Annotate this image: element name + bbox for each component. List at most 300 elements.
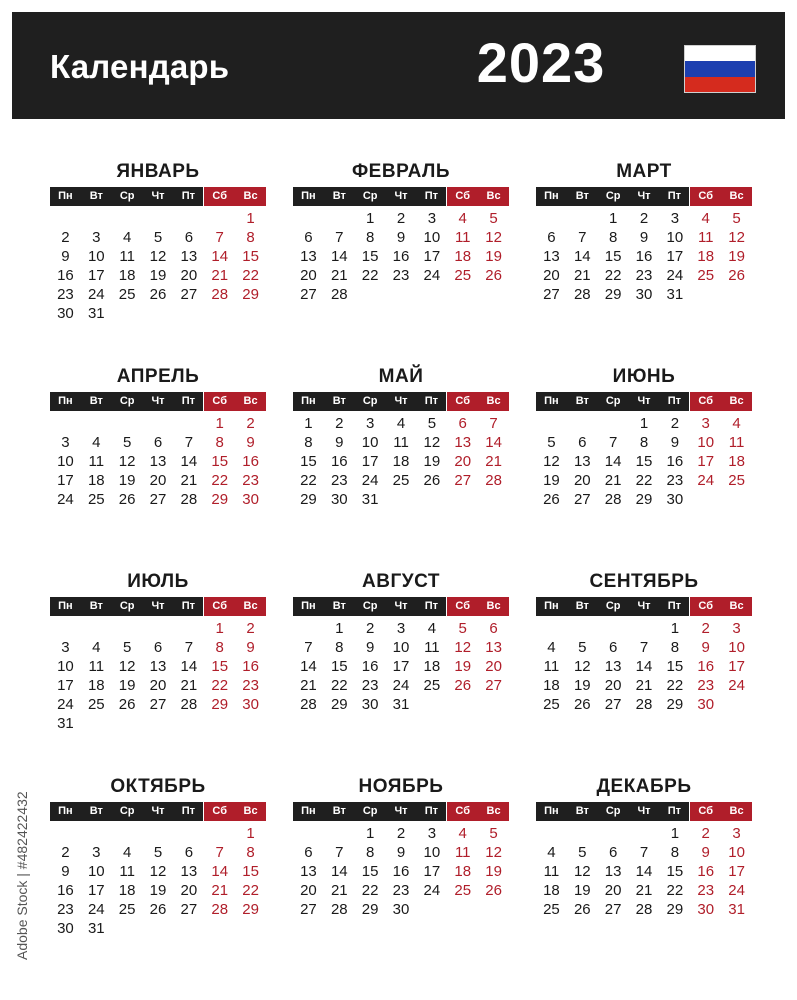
weekday-label: Сб <box>204 597 235 616</box>
month-name: ЯНВАРЬ <box>116 161 200 182</box>
day-number: 17 <box>392 658 410 675</box>
weekend-day: 21 <box>485 453 502 470</box>
day-number: 9 <box>335 434 344 451</box>
month-name: АВГУСТ <box>362 571 440 592</box>
day-number: 24 <box>423 267 441 284</box>
weekday-label: Вс <box>721 392 752 411</box>
day-number: 6 <box>547 229 556 246</box>
day-number: 6 <box>578 434 587 451</box>
weekend-day: 14 <box>485 434 502 451</box>
day-number: 20 <box>300 267 317 284</box>
weekday-label: Чт <box>386 597 417 616</box>
weekday-label: Пн <box>536 597 567 616</box>
month-name: ФЕВРАЛЬ <box>351 161 451 182</box>
day-number: 26 <box>118 696 136 713</box>
day-number: 9 <box>61 248 70 265</box>
weekend-day: 11 <box>454 229 471 246</box>
day-number: 29 <box>300 491 317 508</box>
day-number: 7 <box>335 229 344 246</box>
day-number: 22 <box>361 267 379 284</box>
day-number: 26 <box>573 696 591 713</box>
day-number: 13 <box>300 248 317 265</box>
empty-cell <box>50 209 81 228</box>
day-number: 16 <box>392 863 410 880</box>
month-block <box>50 362 266 509</box>
day-number: 23 <box>392 267 410 284</box>
weekday-header <box>50 802 266 821</box>
weekend-day: 30 <box>697 901 715 918</box>
month-block <box>536 772 752 919</box>
weekday-label: Пн <box>536 802 567 821</box>
day-number: 19 <box>423 453 441 470</box>
day-number: 11 <box>543 658 560 675</box>
weekday-label: Вт <box>81 392 112 411</box>
weekday-label: Ср <box>112 802 143 821</box>
day-number: 8 <box>335 639 344 656</box>
day-number: 20 <box>543 267 560 284</box>
weekday-label: Вт <box>81 187 112 206</box>
day-number: 1 <box>639 415 649 432</box>
day-number: 13 <box>180 863 198 880</box>
day-number: 20 <box>149 472 167 489</box>
day-number: 18 <box>87 472 105 489</box>
day-number: 27 <box>543 286 560 303</box>
weekend-day: 8 <box>215 434 224 451</box>
day-number: 17 <box>57 472 74 489</box>
month-block <box>293 362 509 509</box>
weekend-day: 25 <box>697 267 715 284</box>
day-number: 28 <box>330 286 348 303</box>
weekend-day: 9 <box>701 844 710 861</box>
weekday-label: Сб <box>447 187 478 206</box>
day-number: 17 <box>361 453 379 470</box>
weekend-day: 4 <box>458 210 467 227</box>
day-number: 15 <box>330 658 348 675</box>
day-number: 5 <box>578 639 587 656</box>
day-number: 14 <box>635 658 653 675</box>
weekend-day: 5 <box>458 620 467 637</box>
weekday-label: Чт <box>143 802 174 821</box>
weekend-day: 7 <box>215 844 224 861</box>
weekday-label: Пн <box>50 187 81 206</box>
weekday-label: Пн <box>293 392 324 411</box>
day-number: 19 <box>573 882 591 899</box>
weekday-label: Пт <box>416 597 447 616</box>
day-number: 4 <box>547 844 556 861</box>
day-number: 4 <box>92 434 101 451</box>
empty-cell <box>50 414 81 433</box>
day-number: 6 <box>184 844 194 861</box>
day-number: 25 <box>423 677 441 694</box>
weekday-label: Вс <box>235 392 266 411</box>
day-number: 10 <box>87 248 105 265</box>
weekend-day: 1 <box>246 210 255 227</box>
weekday-label: Пт <box>659 187 690 206</box>
empty-cell <box>324 824 355 843</box>
empty-cell <box>536 824 567 843</box>
day-number: 28 <box>635 696 653 713</box>
weekday-header <box>50 597 266 616</box>
day-number: 12 <box>149 248 167 265</box>
weekend-day: 19 <box>728 248 745 265</box>
weekend-day: 22 <box>242 882 259 899</box>
day-number: 24 <box>57 491 74 508</box>
weekend-day: 29 <box>242 901 259 918</box>
empty-cell <box>173 619 204 638</box>
weekday-label: Пт <box>659 392 690 411</box>
day-number: 4 <box>396 415 406 432</box>
weekend-day: 9 <box>701 639 710 656</box>
weekday-label: Вт <box>324 802 355 821</box>
empty-cell <box>50 824 81 843</box>
weekend-day: 7 <box>489 415 498 432</box>
day-number: 25 <box>543 901 560 918</box>
day-number: 24 <box>392 677 410 694</box>
weekday-label: Чт <box>386 187 417 206</box>
day-number: 8 <box>365 844 375 861</box>
day-number: 7 <box>335 844 344 861</box>
day-number: 20 <box>604 882 622 899</box>
weekend-day: 25 <box>454 267 472 284</box>
empty-cell <box>112 209 143 228</box>
day-number: 10 <box>87 863 105 880</box>
weekday-label: Ср <box>355 187 386 206</box>
day-number: 19 <box>118 472 136 489</box>
weekend-day: 27 <box>485 677 502 694</box>
weekday-label: Чт <box>143 392 174 411</box>
empty-cell <box>324 209 355 228</box>
day-number: 27 <box>604 696 622 713</box>
day-number: 20 <box>300 882 317 899</box>
weekday-label: Вс <box>235 187 266 206</box>
month-name: ОКТЯБРЬ <box>110 776 206 797</box>
weekday-header <box>293 597 509 616</box>
day-number: 7 <box>639 844 649 861</box>
day-number: 14 <box>300 658 317 675</box>
month-name: МАРТ <box>616 161 672 182</box>
weekday-label: Сб <box>690 392 721 411</box>
month-name: МАЙ <box>378 366 424 387</box>
month-block <box>293 157 509 304</box>
weekday-label: Сб <box>447 597 478 616</box>
weekend-day: 1 <box>246 825 255 842</box>
weekday-label: Ср <box>598 597 629 616</box>
weekend-day: 3 <box>732 825 741 842</box>
weekday-label: Пн <box>293 597 324 616</box>
weekday-header <box>293 392 509 411</box>
weekday-label: Ср <box>112 392 143 411</box>
weekday-label: Сб <box>447 802 478 821</box>
day-number: 1 <box>304 415 313 432</box>
weekend-day: 17 <box>728 658 745 675</box>
day-number: 29 <box>330 696 348 713</box>
weekday-label: Вт <box>81 802 112 821</box>
weekend-day: 8 <box>246 844 255 861</box>
empty-cell <box>143 209 174 228</box>
weekend-day: 22 <box>242 267 259 284</box>
day-number: 7 <box>608 434 618 451</box>
empty-cell <box>81 619 112 638</box>
day-number: 26 <box>149 286 167 303</box>
day-number: 16 <box>57 267 74 284</box>
weekend-day: 30 <box>242 696 259 713</box>
day-number: 6 <box>304 844 313 861</box>
month-name: ДЕКАБРЬ <box>596 776 692 797</box>
day-number: 1 <box>670 825 680 842</box>
day-number: 8 <box>670 639 680 656</box>
day-number: 11 <box>543 863 560 880</box>
weekend-day: 1 <box>215 415 224 432</box>
weekend-day: 23 <box>697 677 715 694</box>
weekday-label: Пн <box>536 392 567 411</box>
day-number: 26 <box>573 901 591 918</box>
weekend-day: 11 <box>697 229 714 246</box>
weekend-day: 2 <box>701 825 710 842</box>
weekend-day: 24 <box>697 472 715 489</box>
day-number: 22 <box>330 677 348 694</box>
weekday-header <box>50 392 266 411</box>
day-number: 16 <box>57 882 74 899</box>
weekday-label: Пн <box>50 392 81 411</box>
day-number: 18 <box>118 882 136 899</box>
day-number: 6 <box>608 639 618 656</box>
day-number: 14 <box>180 453 198 470</box>
day-number: 22 <box>361 882 379 899</box>
empty-cell <box>112 824 143 843</box>
day-number: 18 <box>118 267 136 284</box>
day-number: 21 <box>180 677 198 694</box>
day-number: 2 <box>61 229 70 246</box>
day-number: 12 <box>118 453 136 470</box>
weekend-day: 19 <box>485 248 502 265</box>
days-grid <box>293 414 509 509</box>
day-number: 20 <box>604 677 622 694</box>
weekday-label: Сб <box>204 392 235 411</box>
days-grid <box>50 414 266 509</box>
weekend-day: 17 <box>728 863 745 880</box>
weekday-label: Пт <box>659 802 690 821</box>
weekend-day: 15 <box>242 248 259 265</box>
day-number: 17 <box>423 248 441 265</box>
empty-cell <box>536 619 567 638</box>
weekend-day: 5 <box>732 210 741 227</box>
day-number: 18 <box>543 882 560 899</box>
day-number: 27 <box>604 901 622 918</box>
day-number: 27 <box>149 491 167 508</box>
weekend-day: 4 <box>701 210 710 227</box>
day-number: 7 <box>639 639 649 656</box>
weekend-day: 28 <box>211 901 229 918</box>
day-number: 18 <box>423 658 441 675</box>
day-number: 12 <box>543 453 560 470</box>
day-number: 2 <box>670 415 680 432</box>
day-number: 20 <box>180 882 198 899</box>
empty-cell <box>536 209 567 228</box>
day-number: 30 <box>57 305 74 322</box>
day-number: 31 <box>361 491 379 508</box>
empty-cell <box>567 414 598 433</box>
month-block <box>50 567 266 733</box>
empty-cell <box>536 414 567 433</box>
day-number: 5 <box>122 639 132 656</box>
day-number: 13 <box>604 658 622 675</box>
weekday-label: Вс <box>235 802 266 821</box>
day-number: 21 <box>604 472 622 489</box>
day-number: 28 <box>300 696 317 713</box>
day-number: 30 <box>330 491 348 508</box>
weekend-day: 19 <box>485 863 502 880</box>
weekday-header <box>293 802 509 821</box>
weekday-label: Вс <box>235 597 266 616</box>
day-number: 21 <box>635 882 653 899</box>
calendar-title: Календарь <box>50 48 230 85</box>
weekday-label: Сб <box>690 597 721 616</box>
day-number: 28 <box>635 901 653 918</box>
day-number: 23 <box>330 472 348 489</box>
weekend-day: 29 <box>242 286 259 303</box>
weekend-day: 12 <box>728 229 745 246</box>
weekend-day: 16 <box>242 658 259 675</box>
weekend-day: 22 <box>211 677 229 694</box>
weekday-label: Сб <box>204 187 235 206</box>
day-number: 20 <box>149 677 167 694</box>
day-number: 4 <box>92 639 101 656</box>
day-number: 3 <box>365 415 375 432</box>
russia-flag-icon <box>684 45 756 93</box>
day-number: 25 <box>118 901 136 918</box>
day-number: 13 <box>180 248 198 265</box>
day-number: 20 <box>180 267 198 284</box>
day-number: 31 <box>666 286 684 303</box>
day-number: 27 <box>180 901 198 918</box>
calendar-year: 2023 <box>476 31 606 94</box>
day-number: 28 <box>604 491 622 508</box>
weekday-label: Ср <box>355 802 386 821</box>
day-number: 29 <box>666 901 684 918</box>
weekend-day: 18 <box>728 453 745 470</box>
empty-cell <box>598 414 629 433</box>
weekday-label: Вт <box>567 392 598 411</box>
empty-cell <box>81 824 112 843</box>
weekday-label: Сб <box>204 802 235 821</box>
calendar-header <box>12 12 785 119</box>
weekend-day: 28 <box>485 472 502 489</box>
weekend-day: 25 <box>728 472 745 489</box>
day-number: 20 <box>573 472 591 489</box>
weekday-label: Ср <box>355 392 386 411</box>
day-number: 9 <box>639 229 649 246</box>
day-number: 23 <box>666 472 684 489</box>
day-number: 11 <box>88 658 105 675</box>
day-number: 17 <box>57 677 74 694</box>
day-number: 13 <box>573 453 591 470</box>
day-number: 22 <box>635 472 653 489</box>
day-number: 25 <box>87 491 105 508</box>
day-number: 22 <box>666 677 684 694</box>
day-number: 10 <box>666 229 684 246</box>
day-number: 1 <box>365 825 375 842</box>
weekday-label: Вт <box>324 187 355 206</box>
day-number: 15 <box>666 658 684 675</box>
day-number: 30 <box>361 696 379 713</box>
weekday-label: Пт <box>416 392 447 411</box>
day-number: 3 <box>396 620 406 637</box>
day-number: 15 <box>361 248 379 265</box>
empty-cell <box>598 619 629 638</box>
day-number: 4 <box>122 844 132 861</box>
month-block <box>50 772 266 938</box>
weekend-day: 16 <box>242 453 259 470</box>
weekend-day: 5 <box>489 825 498 842</box>
weekend-day: 8 <box>246 229 255 246</box>
days-grid <box>50 209 266 323</box>
day-number: 11 <box>88 453 105 470</box>
day-number: 14 <box>330 863 348 880</box>
weekend-day: 25 <box>454 882 472 899</box>
day-number: 18 <box>87 677 105 694</box>
empty-cell <box>293 619 324 638</box>
empty-cell <box>173 209 204 228</box>
day-number: 31 <box>87 305 105 322</box>
day-number: 11 <box>119 248 135 265</box>
days-grid <box>293 619 509 714</box>
empty-cell <box>112 619 143 638</box>
day-number: 24 <box>87 286 105 303</box>
weekend-day: 14 <box>211 248 229 265</box>
day-number: 19 <box>149 882 167 899</box>
weekday-label: Ср <box>598 187 629 206</box>
empty-cell <box>173 414 204 433</box>
day-number: 4 <box>427 620 437 637</box>
day-number: 10 <box>361 434 379 451</box>
day-number: 15 <box>666 863 684 880</box>
weekend-day: 22 <box>211 472 229 489</box>
day-number: 6 <box>608 844 618 861</box>
day-number: 8 <box>608 229 618 246</box>
weekend-day: 24 <box>728 882 745 899</box>
weekday-header <box>50 187 266 206</box>
empty-cell <box>204 824 235 843</box>
day-number: 11 <box>119 863 135 880</box>
day-number: 21 <box>180 472 198 489</box>
day-number: 13 <box>543 248 560 265</box>
weekend-day: 19 <box>454 658 472 675</box>
day-number: 3 <box>670 210 680 227</box>
weekday-header <box>293 187 509 206</box>
month-name: АПРЕЛЬ <box>116 366 200 387</box>
day-number: 11 <box>424 639 440 656</box>
weekday-label: Вс <box>721 802 752 821</box>
day-number: 28 <box>573 286 591 303</box>
day-number: 14 <box>573 248 591 265</box>
weekend-day: 8 <box>215 639 224 656</box>
day-number: 30 <box>57 920 74 937</box>
empty-cell <box>598 824 629 843</box>
day-number: 17 <box>87 882 105 899</box>
day-number: 10 <box>57 658 74 675</box>
day-number: 30 <box>392 901 410 918</box>
day-number: 8 <box>639 434 649 451</box>
day-number: 21 <box>330 267 348 284</box>
day-number: 16 <box>361 658 379 675</box>
weekend-day: 16 <box>697 863 715 880</box>
days-grid <box>536 824 752 919</box>
weekend-day: 2 <box>246 415 255 432</box>
weekend-day: 26 <box>728 267 745 284</box>
day-number: 15 <box>635 453 653 470</box>
weekend-day: 13 <box>454 434 472 451</box>
day-number: 15 <box>361 863 379 880</box>
